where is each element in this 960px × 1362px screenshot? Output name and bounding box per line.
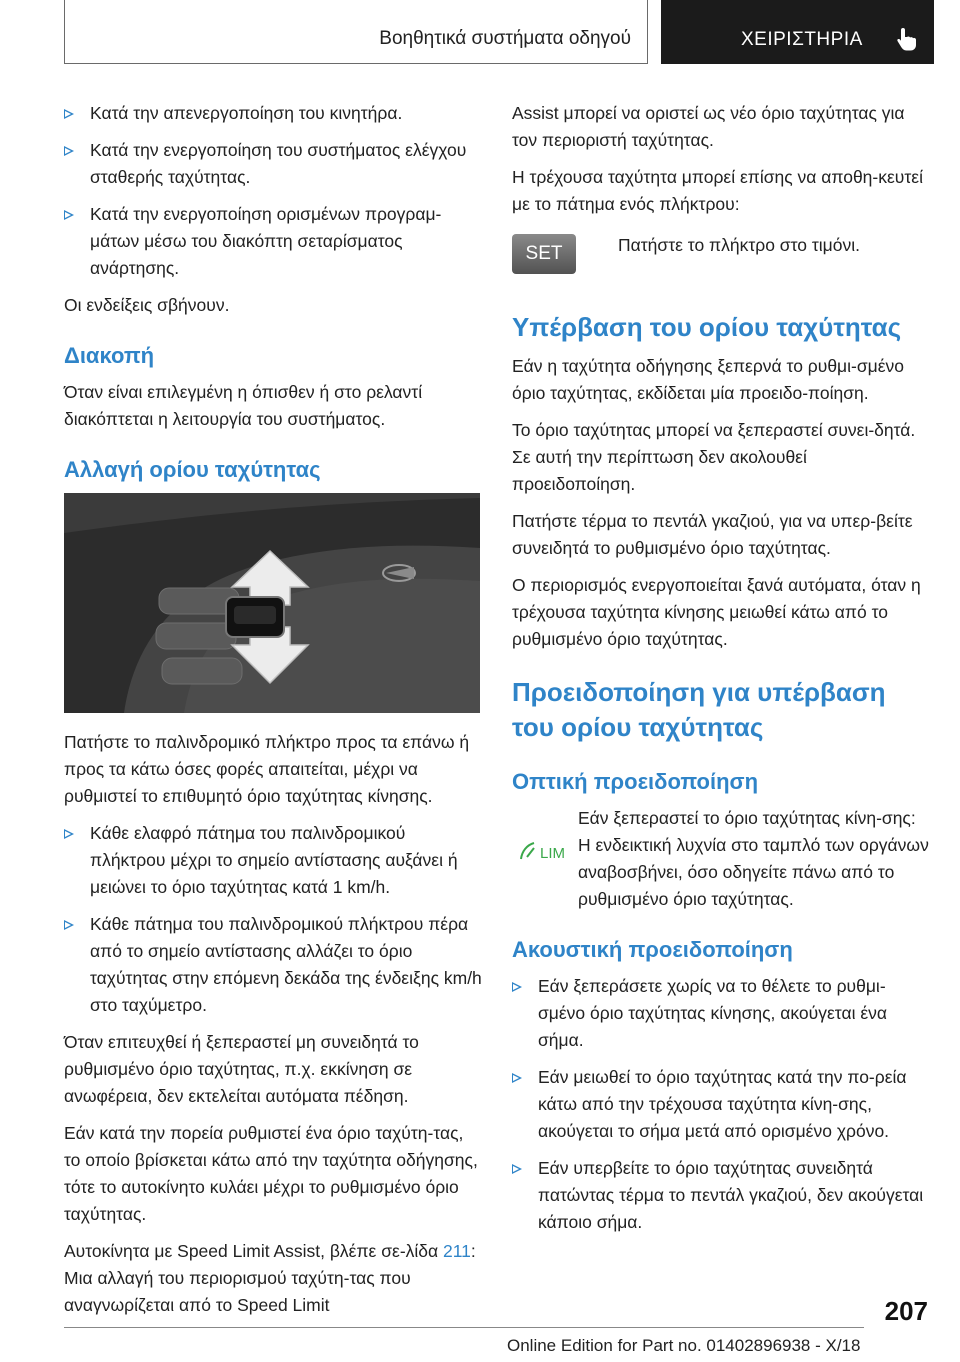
heading-exceed-limit: Υπέρβαση του ορίου ταχύτητας bbox=[512, 312, 902, 342]
paragraph: Εάν η ταχύτητα οδήγησης ξεπερνά το ρυθμι‐σμένο όριο ταχύτητας, εκδίδεται μία προειδο‐ποίηση. bbox=[512, 356, 905, 403]
triangle-bullet-icon bbox=[64, 146, 74, 156]
paragraph: Οι ενδείξεις σβήνουν. bbox=[64, 295, 230, 315]
set-button-icon: SET bbox=[512, 234, 576, 274]
paragraph: Το όριο ταχύτητας μπορεί να ξεπεραστεί συνει‐δητά. Σε αυτή την περίπτωση δεν ακολουθεί προειδοποίηση. bbox=[512, 420, 916, 494]
heading-visual-warning: Οπτική προειδοποίηση bbox=[512, 769, 759, 794]
paragraph: Πατήστε το παλινδρομικό πλήκτρο προς τα επάνω ή προς τα κάτω όσες φορές απαιτείται, μέχρι να ρυθμιστεί το επιθυμητό όριο ταχύτητας κίνησης. bbox=[64, 732, 470, 806]
paragraph: Όταν είναι επιλεγμένη η όπισθεν ή στο ρελαντί διακόπτεται η λειτουργία του συστήματος. bbox=[64, 382, 423, 429]
header-box bbox=[64, 0, 648, 64]
list-item: Κατά την ενεργοποίηση του συστήματος ελέγχου σταθερής ταχύτητας. bbox=[64, 137, 482, 191]
heading-warning: Προειδοποίηση για υπέρβαση του ορίου ταχύτητας bbox=[512, 677, 886, 742]
triangle-bullet-icon bbox=[64, 109, 74, 119]
pointing-hand-icon bbox=[894, 26, 920, 52]
paragraph: Αυτοκίνητα με Speed Limit Assist, βλέπε σε‐λίδα 211: Μια αλλαγή του περιορισμού ταχύτη‐τας που αναγνωρίζεται από το Speed Limit bbox=[64, 1241, 476, 1315]
left-column bbox=[64, 100, 482, 1329]
page-number: 207 bbox=[884, 1296, 928, 1326]
triangle-bullet-icon bbox=[64, 210, 74, 220]
paragraph: Πατήστε τέρμα το πεντάλ γκαζιού, για να υπερ‐βείτε συνειδητά το ρυθμισμένο όριο ταχύτητας. bbox=[512, 511, 913, 558]
paragraph: Assist μπορεί να οριστεί ως νέο όριο ταχύτητας για τον περιοριστή ταχύτητας. bbox=[512, 103, 905, 150]
list-item: Εάν ξεπεράσετε χωρίς να το θέλετε το ρυθμι‐σμένο όριο ταχύτητας κίνησης, ακούγεται ένα σήμα. bbox=[512, 973, 932, 1054]
triangle-bullet-icon bbox=[64, 829, 74, 839]
edition-note: Online Edition for Part no. 01402896938 - X/18 bbox=[507, 1336, 861, 1355]
heading-change-limit: Αλλαγή ορίου ταχύτητας bbox=[64, 457, 321, 482]
page-reference-link[interactable]: 211 bbox=[443, 1241, 471, 1261]
chapter-tab-label: ΧΕΙΡΙΣΤΗΡΙΑ bbox=[741, 29, 863, 50]
paragraph: Εάν κατά την πορεία ρυθμιστεί ένα όριο ταχύτη‐τας, το οποίο βρίσκεται κάτω από την ταχύτητα οδήγησης, τότε το αυτοκίνητο κυλάει μέχρι το ρυθμισμένο όριο ταχύτητας. bbox=[64, 1123, 478, 1224]
paragraph: Η τρέχουσα ταχύτητα μπορεί επίσης να αποθη‐κευτεί με το πάτημα ενός πλήκτρου: bbox=[512, 167, 923, 214]
list-item: Εάν υπερβείτε το όριο ταχύτητας συνειδητά πατώντας τέρμα το πεντάλ γκαζιού, δεν ακούγεται κάποιο σήμα. bbox=[512, 1155, 932, 1236]
triangle-bullet-icon bbox=[512, 982, 522, 992]
right-column bbox=[512, 100, 932, 1246]
set-button-instruction bbox=[512, 232, 932, 288]
steering-wheel-rocker-switch-image bbox=[64, 493, 480, 713]
paragraph: Όταν επιτευχθεί ή ξεπεραστεί μη συνειδητά το ρυθμισμένο όριο ταχύτητας, π.χ. εκκίνηση σε ανωφέρεια, δεν εκτελείται αυτόματα πέδηση. bbox=[64, 1032, 419, 1106]
heading-acoustic-warning: Ακουστική προειδοποίηση bbox=[512, 937, 793, 962]
footer-divider bbox=[64, 1327, 864, 1328]
chapter-tab[interactable] bbox=[661, 0, 934, 64]
section-title: Βοηθητικά συστήματα οδηγού bbox=[379, 28, 631, 49]
set-instruction-text: Πατήστε το πλήκτρο στο τιμόνι. bbox=[618, 235, 860, 255]
list-item: Κάθε πάτημα του παλινδρομικού πλήκτρου πέρα από το σημείο αντίστασης αλλάζει το όριο ταχύτητας στην επόμενη δεκάδα της ένδειξης km/h στο ταχύμετρο. bbox=[64, 911, 482, 1019]
heading-interrupt: Διακοπή bbox=[64, 343, 155, 368]
list-item: Κατά την απενεργοποίηση του κινητήρα. bbox=[64, 100, 482, 127]
list-item: Εάν μειωθεί το όριο ταχύτητας κατά την πο‐ρεία κάτω από την τρέχουσα ταχύτητα κίνη‐σης, ακούγεται το σήμα μετά από ορισμένο χρόνο. bbox=[512, 1064, 932, 1145]
triangle-bullet-icon bbox=[64, 920, 74, 930]
paragraph: Ο περιορισμός ενεργοποιείται ξανά αυτόματα, όταν η τρέχουσα ταχύτητα κίνησης μειωθεί κάτω από το ρυθμισμένο όριο ταχύτητας. bbox=[512, 575, 921, 649]
list-item: Κατά την ενεργοποίηση ορισμένων προγραμ‐μάτων μέσω του διακόπτη σεταρίσματος ανάρτησης. bbox=[64, 201, 482, 282]
triangle-bullet-icon bbox=[512, 1073, 522, 1083]
lim-indicator-paragraph: LIM Εάν ξεπεραστεί το όριο ταχύτητας κίνη‐σης: Η ενδεικτική λυχνία στο ταμπλό των οργάνων αναβοσβήνει, όσο οδηγείτε πάνω από το ρυθμισμένο όριο ταχύτητας. bbox=[512, 805, 932, 913]
lim-indicator-icon bbox=[518, 839, 574, 861]
triangle-bullet-icon bbox=[512, 1164, 522, 1174]
list-item: Κάθε ελαφρό πάτημα του παλινδρομικού πλήκτρου μέχρι το σημείο αντίστασης αυξάνει ή μειώνει το όριο ταχύτητας κατά 1 km/h. bbox=[64, 820, 482, 901]
svg-text:LIM: LIM bbox=[540, 845, 566, 861]
